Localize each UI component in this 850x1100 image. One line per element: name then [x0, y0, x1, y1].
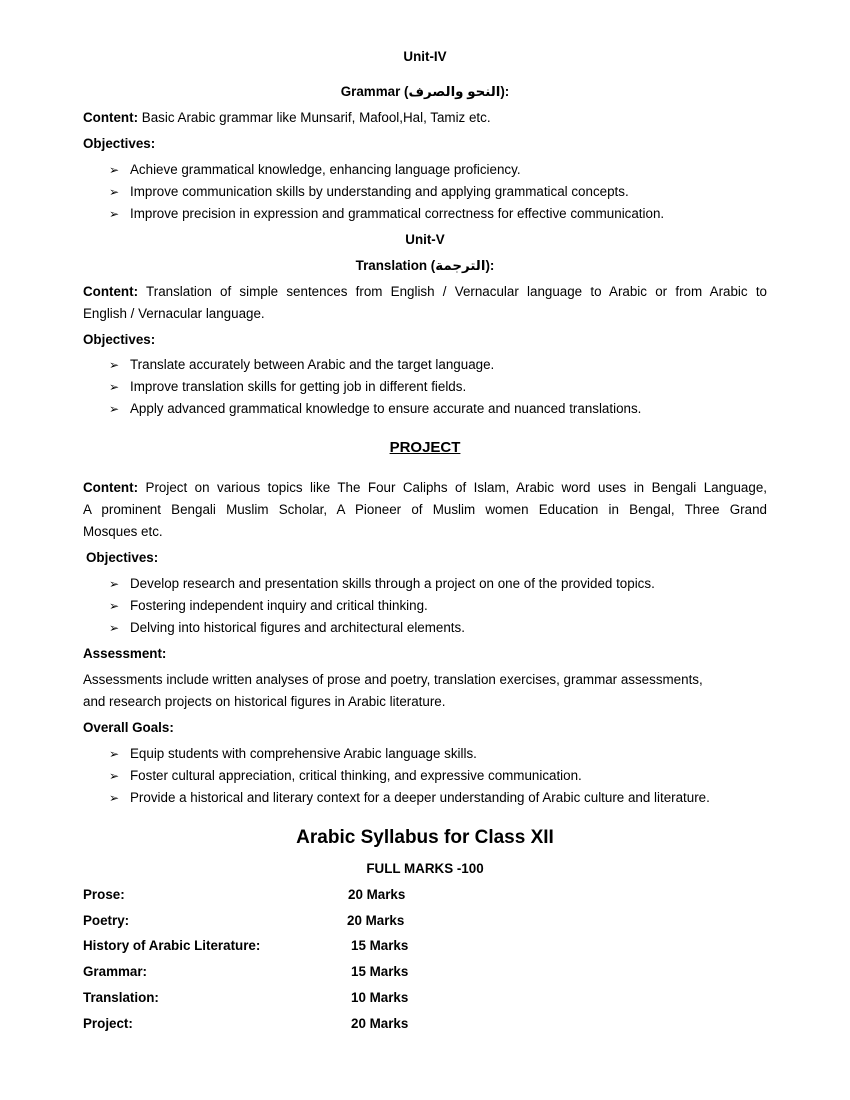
assessment-line2: and research projects on historical figures in Arabic literature.: [83, 694, 446, 709]
unit5-content-line2: English / Vernacular language.: [83, 306, 265, 321]
unit4-objectives-label: Objectives:: [83, 136, 156, 151]
list-item: [109, 400, 641, 418]
list-item-text: Translate accurately between Arabic and the target language.: [130, 357, 495, 372]
project-heading: PROJECT: [389, 439, 461, 456]
list-item-text: Improve precision in expression and grammatical correctness for effective communication.: [130, 206, 665, 221]
list-item: [109, 356, 494, 374]
marks-subject: Prose:: [83, 887, 125, 902]
list-item-text: Achieve grammatical knowledge, enhancing language proficiency.: [130, 162, 521, 177]
content-label: Content:: [83, 480, 139, 495]
list-item: [109, 575, 655, 593]
arrow-bullet-icon: ➢: [109, 358, 120, 372]
list-item-text: Improve translation skills for getting job in different fields.: [130, 379, 467, 394]
marks-value: 15 Marks: [351, 964, 409, 979]
project-content-line2: A prominent Bengali Muslim Scholar, A Pioneer of Muslim women Education in Bengal, Three Grand: [83, 502, 767, 517]
list-item: [109, 161, 521, 179]
project-content-line3: Mosques etc.: [83, 524, 163, 539]
list-item: [109, 745, 477, 763]
content-text: Basic Arabic grammar like Munsarif, Mafool,Hal, Tamiz etc.: [141, 110, 491, 125]
marks-value: 20 Marks: [347, 913, 405, 928]
marks-value: 20 Marks: [351, 1016, 409, 1031]
project-objectives-label: Objectives:: [86, 550, 159, 565]
assessment-line1: Assessments include written analyses of prose and poetry, translation exercises, grammar assessments,: [83, 672, 703, 687]
marks-value: 20 Marks: [348, 887, 406, 902]
arrow-bullet-icon: ➢: [109, 577, 120, 591]
unit5-content-line1: [83, 283, 767, 301]
marks-subject: Grammar:: [83, 964, 148, 979]
list-item-text: Equip students with comprehensive Arabic language skills.: [130, 746, 477, 761]
marks-subject: Poetry:: [83, 913, 130, 928]
list-item: [109, 767, 582, 785]
marks-subject: Project:: [83, 1016, 133, 1031]
arrow-bullet-icon: ➢: [109, 747, 120, 761]
unit5-heading: Unit-V: [405, 232, 445, 247]
list-item: [109, 597, 428, 615]
list-item-text: Improve communication skills by understanding and applying grammatical concepts.: [130, 184, 629, 199]
goals-label: Overall Goals:: [83, 720, 174, 735]
content-text: Translation of simple sentences from English / Vernacular language to Arabic or from Arabic to: [146, 284, 767, 299]
marks-value: 15 Marks: [351, 938, 409, 953]
list-item-text: Delving into historical figures and architectural elements.: [130, 620, 465, 635]
marks-value: 10 Marks: [351, 990, 409, 1005]
arrow-bullet-icon: ➢: [109, 185, 120, 199]
list-item-text: Fostering independent inquiry and critical thinking.: [130, 598, 428, 613]
arrow-bullet-icon: ➢: [109, 402, 120, 416]
unit4-content: [83, 109, 767, 127]
arrow-bullet-icon: ➢: [109, 207, 120, 221]
content-label: Content:: [83, 284, 139, 299]
assessment-label: Assessment:: [83, 646, 167, 661]
syllabus-title: Arabic Syllabus for Class XII: [296, 827, 554, 848]
marks-subject: Translation:: [83, 990, 159, 1005]
unit5-title: Translation (الترجمة):: [355, 258, 495, 273]
arrow-bullet-icon: ➢: [109, 599, 120, 613]
project-content-line1: [83, 479, 767, 497]
arrow-bullet-icon: ➢: [109, 621, 120, 635]
content-text: Project on various topics like The Four Caliphs of Islam, Arabic word uses in Bengali Language,: [145, 480, 767, 495]
unit4-title: Grammar (النحو والصرف):: [340, 84, 510, 99]
unit4-heading: Unit-IV: [403, 49, 447, 64]
list-item: [109, 789, 710, 807]
list-item-text: Apply advanced grammatical knowledge to ensure accurate and nuanced translations.: [130, 401, 642, 416]
arrow-bullet-icon: ➢: [109, 769, 120, 783]
list-item-text: Develop research and presentation skills through a project on one of the provided topics.: [130, 576, 655, 591]
unit5-objectives-label: Objectives:: [83, 332, 156, 347]
list-item: [109, 378, 466, 396]
arrow-bullet-icon: ➢: [109, 380, 120, 394]
full-marks: FULL MARKS -100: [366, 861, 484, 876]
arrow-bullet-icon: ➢: [109, 163, 120, 177]
marks-subject: History of Arabic Literature:: [83, 938, 261, 953]
content-label: Content:: [83, 110, 139, 125]
list-item-text: Provide a historical and literary context for a deeper understanding of Arabic culture and literature.: [130, 790, 710, 805]
list-item-text: Foster cultural appreciation, critical thinking, and expressive communication.: [130, 768, 582, 783]
list-item: [109, 205, 664, 223]
list-item: [109, 619, 465, 637]
list-item: [109, 183, 629, 201]
arrow-bullet-icon: ➢: [109, 791, 120, 805]
